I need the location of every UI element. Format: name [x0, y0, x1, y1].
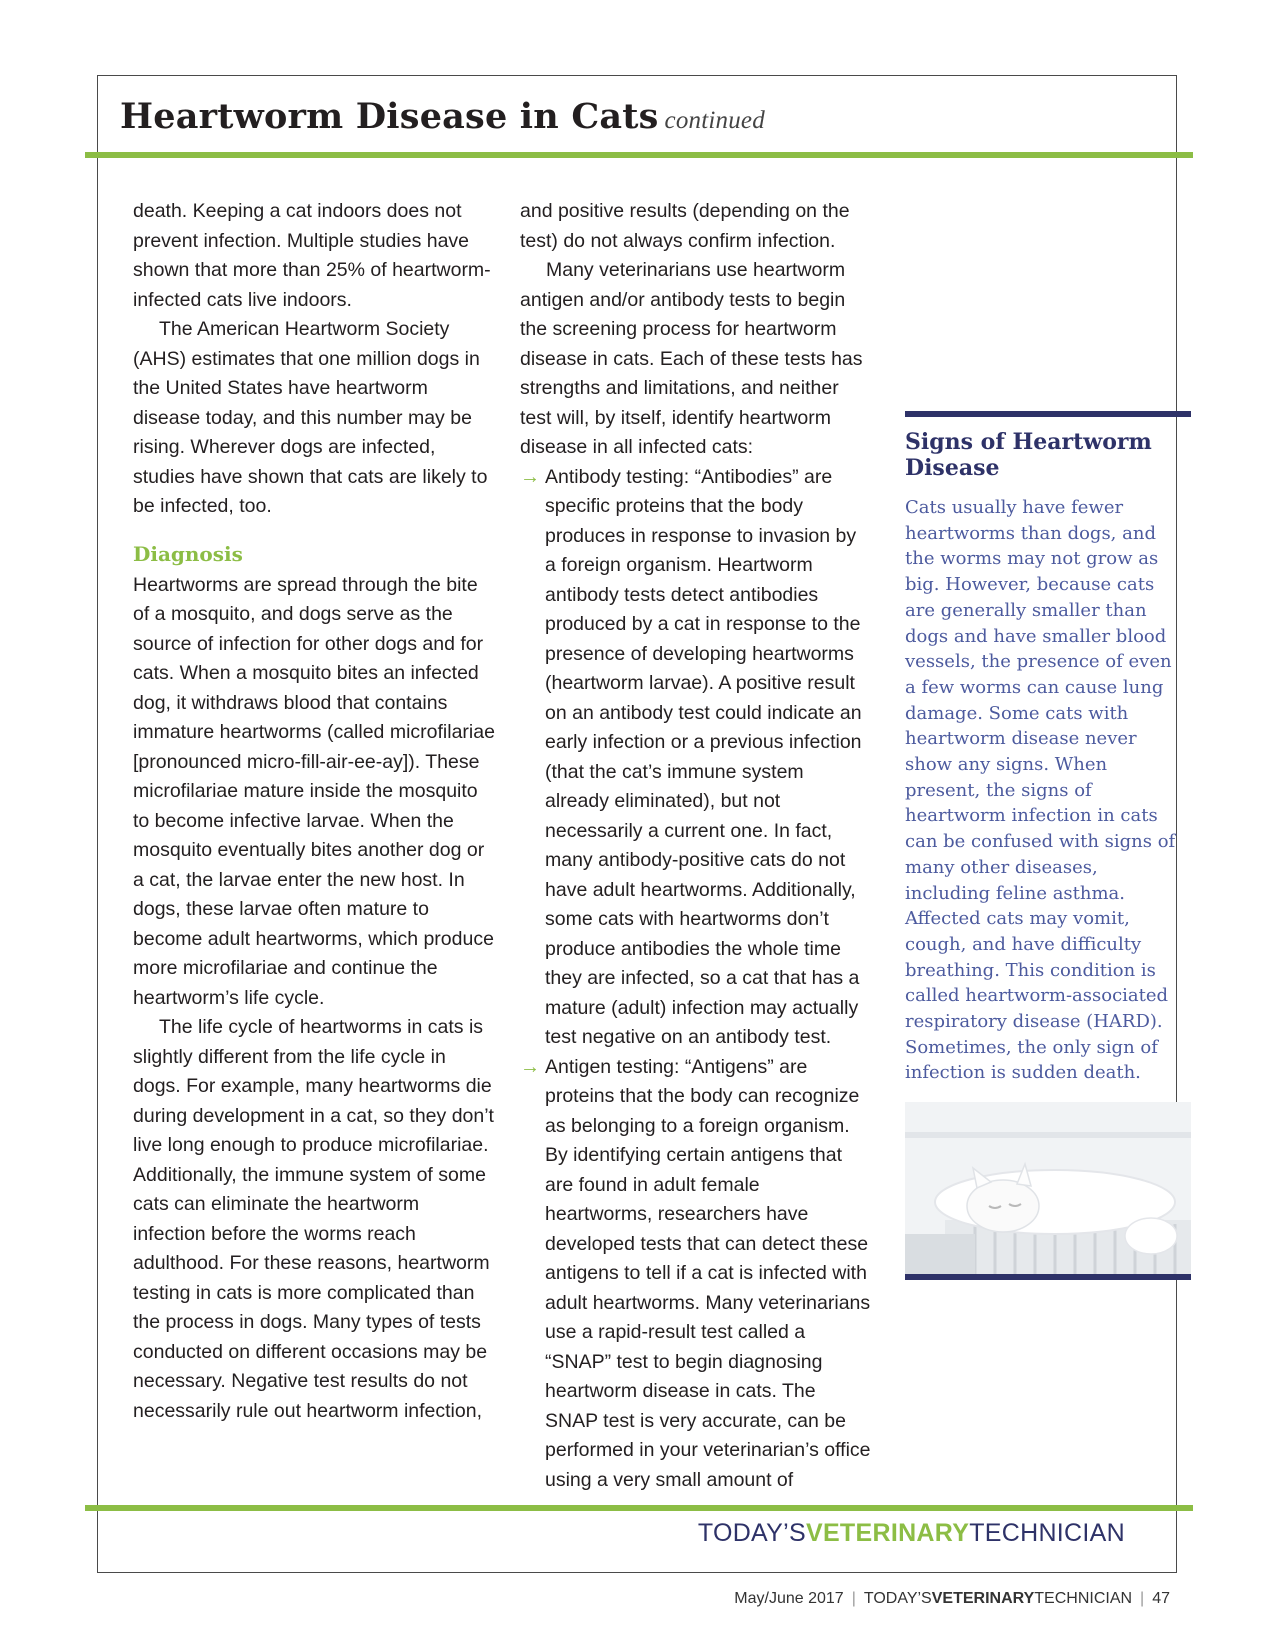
header-rule — [85, 152, 1193, 158]
list-item-text: Antibody testing: “Antibodies” are specific proteins that the body produces in response to invasion by a foreign organism. Heartworm antibody tests detect antibodies produced by a cat in response to the presence of developing heartworms (heartworm larvae). A positive result on an antibody test could indicate an early infection or a previous infection (that the cat’s immune system already eliminated), but not necessarily a current one. In fact, many antibody-positive cats do not have adult heartworms. Additionally, some cats with heartworms don’t produce antibodies the whole time they are infected, so a cat that has a mature (adult) infection may actually test negative on an antibody test. — [545, 465, 862, 1048]
page-number: 47 — [1152, 1590, 1170, 1607]
separator: | — [1140, 1590, 1145, 1607]
paragraph: The life cycle of heartworms in cats is slightly different from the life cycle in dogs. For example, many heartworms die during development in a cat, so they don’t live long enough to produce microfilariae. Additionally, the immune system of some cats can eliminate the heartworm infection before the worms reach adulthood. For these reasons, heartworm testing in cats is more complicated than the process in dogs. Many types of tests conducted on different occasions may be necessary. Negative test results do not necessarily rule out heartworm infection, — [133, 1016, 494, 1422]
folio-brand — [864, 1590, 1132, 1607]
sidebar-rule — [905, 411, 1191, 417]
brand-text: VETERINARY — [931, 1590, 1035, 1607]
issue-date: May/June 2017 — [734, 1590, 844, 1607]
cat-photo — [905, 1102, 1191, 1274]
page-title — [120, 96, 765, 137]
paragraph: Many veterinarians use heartworm antigen and/or antibody tests to begin the screening process for heartworm disease in cats. Each of these tests has strengths and limitations, and neither test will, by itself, identify heartworm disease in all infected cats: — [520, 259, 863, 458]
sidebar-box — [905, 411, 1191, 1280]
title-text: Heartworm Disease in Cats — [120, 96, 659, 137]
sidebar-text: Cats usually have fewer heartworms than dogs, and the worms may not grow as big. However, because cats are generally smaller than dogs and have smaller blood vessels, the presence of even a few worms can cause lung damage. Some cats with heartworm disease never show any signs. When present, the signs of heartworm infection in cats can be confused with signs of many other diseases, including feline asthma. Affected cats may vomit, cough, and have difficulty breathing. This condition is called heartworm-associated respiratory disease (HARD). Sometimes, the only sign of infection is sudden death. — [905, 497, 1176, 1084]
arrow-right-icon: → — [520, 465, 540, 488]
sidebar-rule — [905, 1274, 1191, 1280]
title-continued: continued — [664, 107, 765, 134]
column-2 — [520, 197, 872, 1495]
brand-text: TECHNICIAN — [1034, 1590, 1133, 1607]
cat-on-radiator-illustration — [905, 1102, 1191, 1274]
section-heading-diagnosis: Diagnosis — [133, 541, 243, 566]
paragraph: and positive results (depending on the test) do not always confirm infection. — [520, 200, 850, 252]
paragraph: death. Keeping a cat indoors does not prevent infection. Multiple studies have shown that more than 25% of heartworm-infected cats live indoors. — [133, 200, 491, 311]
paragraph: The American Heartworm Society (AHS) estimates that one million dogs in the United States have heartworm disease today, and this number may be rising. Wherever dogs are infected, studies have shown that cats are likely to be infected, too. — [133, 318, 488, 517]
separator: | — [851, 1590, 856, 1607]
footer-rule — [85, 1505, 1193, 1511]
paragraph: Heartworms are spread through the bite of a mosquito, and dogs serve as the source of infection for other dogs and for cats. When a mosquito bites an infected dog, it withdraws blood that contains immature heartworms (called microfilariae [pronounced micro-fill-air-ee-ay]). These microfilariae mature inside the mosquito to become infective larvae. When the mosquito eventually bites another dog or a cat, the larvae enter the new host. In dogs, these larvae often mature to become adult heartworms, which produce more microfilariae and continue the heartworm’s life cycle. — [133, 573, 495, 1009]
list-item-text: Antigen testing: “Antigens” are proteins that the body can recognize as belonging to a foreign organism. By identifying certain antigens that are found in adult female heartworms, researchers have developed tests that can detect these antigens to tell if a cat is infected with adult heartworms. Many veterinarians use a rapid-result test called a “SNAP” test to begin diagnosing heartworm disease in cats. The SNAP test is very accurate, can be performed in your veterinarian’s office using a very small amount of — [545, 1055, 871, 1491]
brand-text: VETERINARY — [805, 1519, 970, 1547]
list-item — [520, 463, 872, 1053]
brand-text: TODAY’S — [863, 1590, 932, 1607]
list-item — [520, 1053, 872, 1496]
brand-text: TECHNICIAN — [969, 1519, 1125, 1547]
sidebar-title: Signs of Heartworm Disease — [905, 429, 1152, 481]
page-folio — [734, 1590, 1170, 1608]
footer-brand-logo — [698, 1519, 1125, 1548]
column-1 — [133, 197, 495, 1426]
brand-text: TODAY’S — [697, 1519, 806, 1547]
arrow-right-icon: → — [520, 1055, 540, 1078]
